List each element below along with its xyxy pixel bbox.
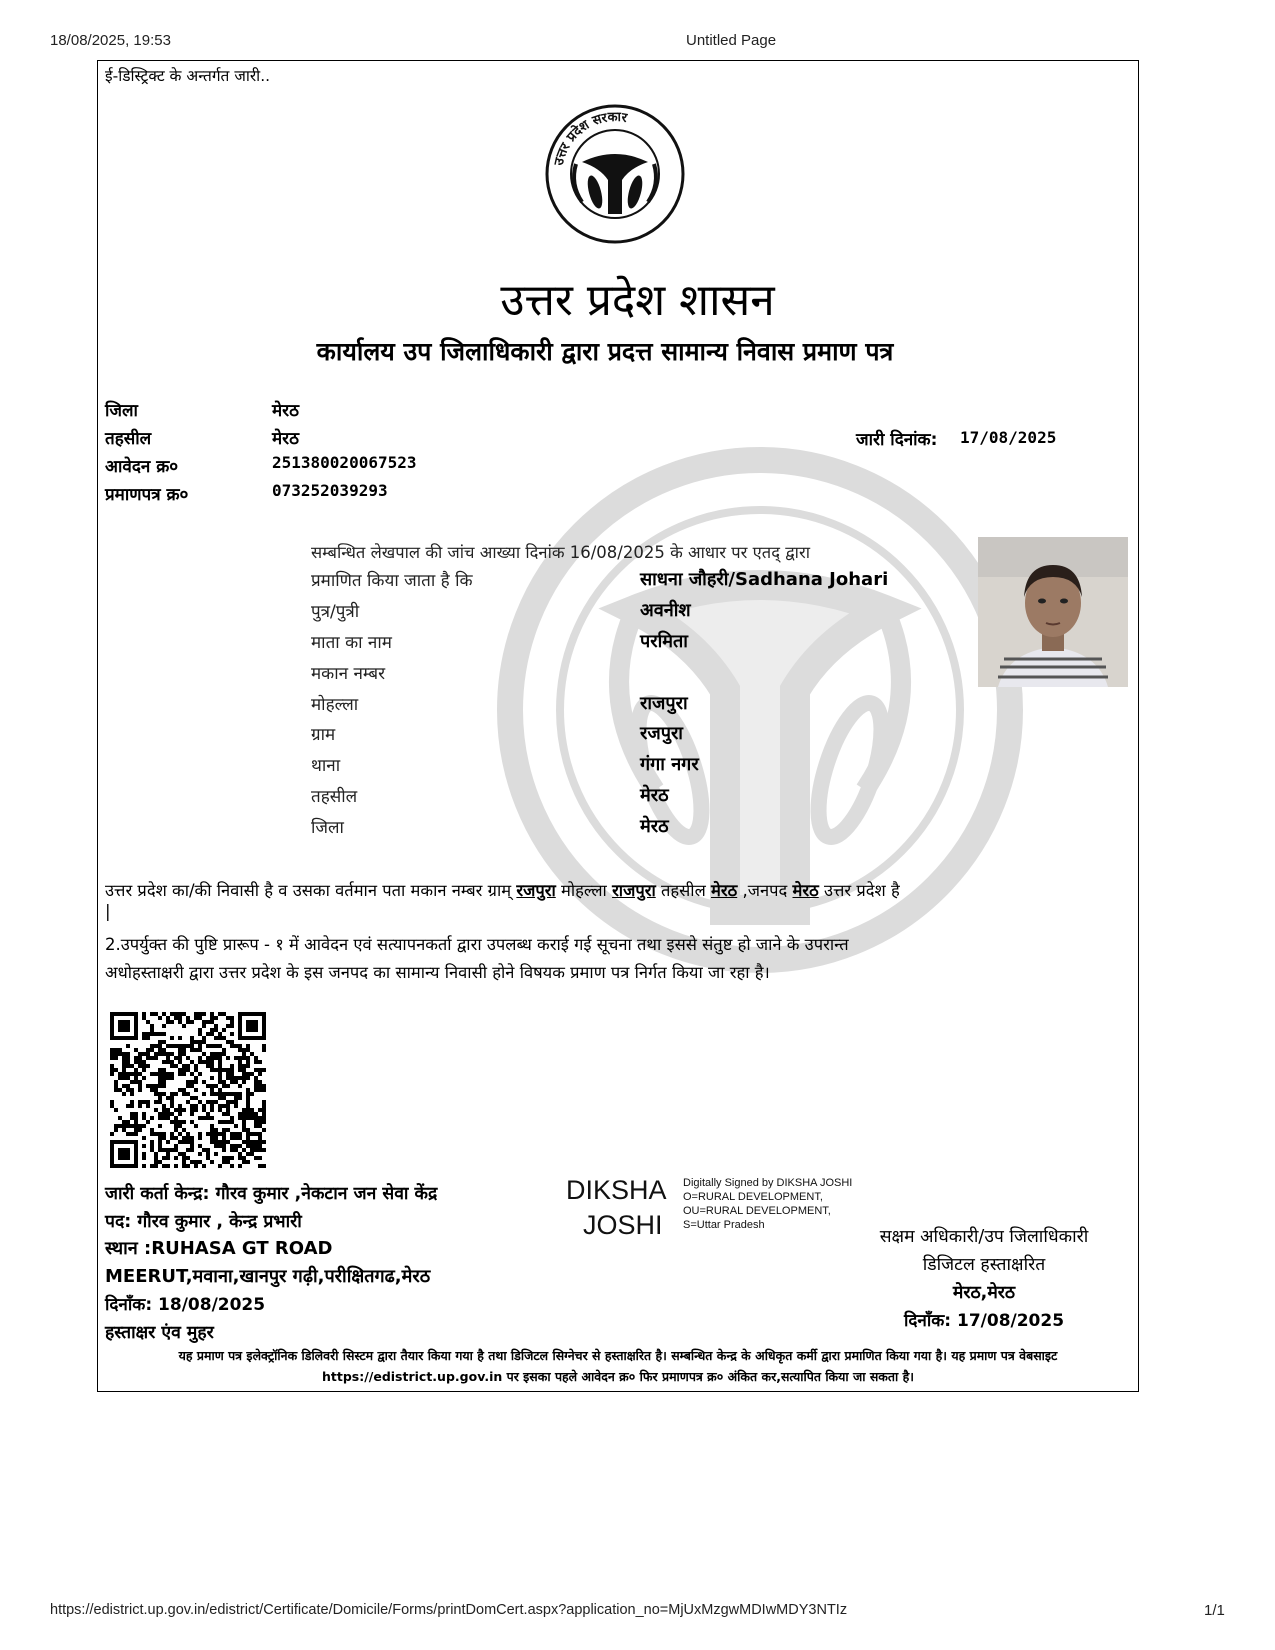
- print-page-number: 1/1: [1204, 1602, 1225, 1619]
- issuer-sign-seal: हस्ताक्षर एंव मुहर: [105, 1323, 214, 1343]
- residence-district: मेरठ: [792, 881, 819, 900]
- residence-text-5: उत्तर प्रदेश है: [818, 881, 900, 900]
- issuing-center: जारी कर्ता केन्द्र: गौरव कुमार ,नेकटान जन सेवा केंद्र: [105, 1184, 438, 1204]
- tehsil-label: तहसील: [105, 429, 152, 449]
- detail-value-father: अवनीश: [640, 600, 691, 621]
- detail-label-certified: प्रमाणित किया जाता है कि: [311, 571, 473, 591]
- detail-value-name: साधना जौहरी/Sadhana Johari: [640, 569, 889, 590]
- detail-label-village: ग्राम: [311, 725, 336, 745]
- detail-label-mother: माता का नाम: [311, 633, 392, 653]
- authority-date: दिनाँक: 17/08/2025: [903, 1311, 1065, 1331]
- print-page-title: Untitled Page: [686, 32, 777, 49]
- detail-label-police-station: थाना: [311, 756, 341, 776]
- authority-place: मेरठ,मेरठ: [952, 1283, 1016, 1303]
- issue-date-value: 17/08/2025: [960, 428, 1057, 447]
- issued-under-text: ई-डिस्ट्रिक्ट के अन्तर्गत जारी..: [105, 67, 271, 85]
- print-url: https://edistrict.up.gov.in/edistrict/Certificate/Domicile/Forms/printDomCert.aspx?application_no=MjUxMzgwMDIwMDY3NTIz: [50, 1602, 848, 1618]
- residence-pipe: |: [105, 902, 111, 921]
- emblem-arc-text: उत्तर प्रदेश सरकार: [551, 109, 629, 167]
- detail-label-son-daughter: पुत्र/पुत्री: [311, 602, 360, 622]
- confirmation-line-1: 2.उपर्युक्त की पुष्टि प्रारूप - १ में आवेदन एवं सत्यापनकर्ता द्वारा उपलब्ध कराई गई सूचना तथा इससे संतुष्ट हो जाने के उपरान्त: [105, 935, 849, 954]
- authority-title: सक्षम अधिकारी/उप जिलाधिकारी: [879, 1227, 1089, 1247]
- detail-value-village: रजपुरा: [640, 723, 683, 744]
- residence-tehsil: मेरठ: [711, 881, 738, 900]
- certificate-no-label: प्रमाणपत्र क्र०: [105, 485, 189, 505]
- tehsil-value: मेरठ: [272, 429, 299, 449]
- print-datetime: 18/08/2025, 19:53: [50, 32, 171, 49]
- issuer-place-line-2: MEERUT,मवाना,खानपुर गढ़ी,परीक्षितगढ,मेरठ: [105, 1266, 431, 1287]
- application-no-label: आवेदन क्र०: [105, 457, 179, 477]
- district-label: जिला: [105, 401, 138, 421]
- gov-title: उत्तर प्रदेश शासन: [500, 275, 775, 326]
- detail-value-mohalla: राजपुरा: [640, 693, 688, 714]
- residence-text-4: ,जनपद: [737, 881, 793, 900]
- detail-value-police-station: गंगा नगर: [640, 754, 699, 775]
- certificate-subtitle: कार्यालय उप जिलाधिकारी द्वारा प्रदत्त सामान्य निवास प्रमाण पत्र: [316, 337, 894, 366]
- issuer-place-line-1: स्थान :RUHASA GT ROAD: [105, 1238, 333, 1259]
- applicant-photo: [978, 537, 1128, 687]
- detail-label-district: जिला: [311, 818, 344, 838]
- issue-date-label: जारी दिनांक:: [856, 430, 938, 450]
- residence-text-3: तहसील: [655, 881, 712, 900]
- residence-text-2: मोहल्ला: [555, 881, 613, 900]
- detail-value-tehsil: मेरठ: [640, 785, 669, 806]
- residence-statement: [105, 878, 900, 901]
- issuer-post: पद: गौरव कुमार , केन्द्र प्रभारी: [105, 1212, 302, 1232]
- residence-text-1: उत्तर प्रदेश का/की निवासी है व उसका वर्तमान पता मकान नम्बर ग्राम्: [105, 881, 517, 900]
- residence-village: रजपुरा: [516, 881, 556, 900]
- residence-mohalla: राजपुरा: [612, 881, 656, 900]
- detail-value-mother: परमिता: [640, 631, 688, 652]
- digital-signature-details: Digitally Signed by DIKSHA JOSHI O=RURAL DEVELOPMENT, OU=RURAL DEVELOPMENT, S=Uttar Pradesh: [683, 1177, 853, 1231]
- issuer-date: दिनाँक: 18/08/2025: [105, 1295, 266, 1315]
- detail-label-house-no: मकान नम्बर: [311, 664, 386, 684]
- authority-signed: डिजिटल हस्ताक्षरित: [922, 1255, 1046, 1275]
- detail-label-tehsil: तहसील: [311, 787, 358, 807]
- up-government-emblem: [540, 102, 690, 244]
- digital-signer-last-name: JOSHI: [583, 1210, 663, 1240]
- certificate-no-value: 073252039293: [272, 481, 388, 500]
- qr-code: [110, 1012, 266, 1168]
- district-value: मेरठ: [272, 401, 299, 421]
- detail-label-mohalla: मोहल्ला: [311, 695, 359, 715]
- confirmation-line-2: अधोहस्ताक्षरी द्वारा उत्तर प्रदेश के इस जनपद का सामान्य निवासी होने विषयक प्रमाण पत्र निर्गत किया जा रहा है।: [105, 963, 770, 982]
- detail-value-district: मेरठ: [640, 816, 669, 837]
- verification-intro: सम्बन्धित लेखपाल की जांच आख्या दिनांक 16/08/2025 के आधार पर एतद् द्वारा: [311, 543, 810, 562]
- application-no-value: 251380020067523: [272, 453, 417, 472]
- certificate-footer-note: यह प्रमाण पत्र इलेक्ट्रॉनिक डिलिवरी सिस्टम द्वारा तैयार किया गया है तथा डिजिटल सिग्नेचर से हस्ताक्षरित है। सम्बन्धित केन्द्र के अधिकृत कर्मी द्वारा प्रमाणित किया गया है। यह प्रमाण पत्र वेबसाइट https://edistrict.up.gov.in पर इसका पहले आवेदन क्र० फिर प्रमाणपत्र क्र० अंकित कर,सत्यापित किया जा सकता है।: [178, 1348, 1058, 1384]
- digital-signer-first-name: DIKSHA: [566, 1175, 667, 1205]
